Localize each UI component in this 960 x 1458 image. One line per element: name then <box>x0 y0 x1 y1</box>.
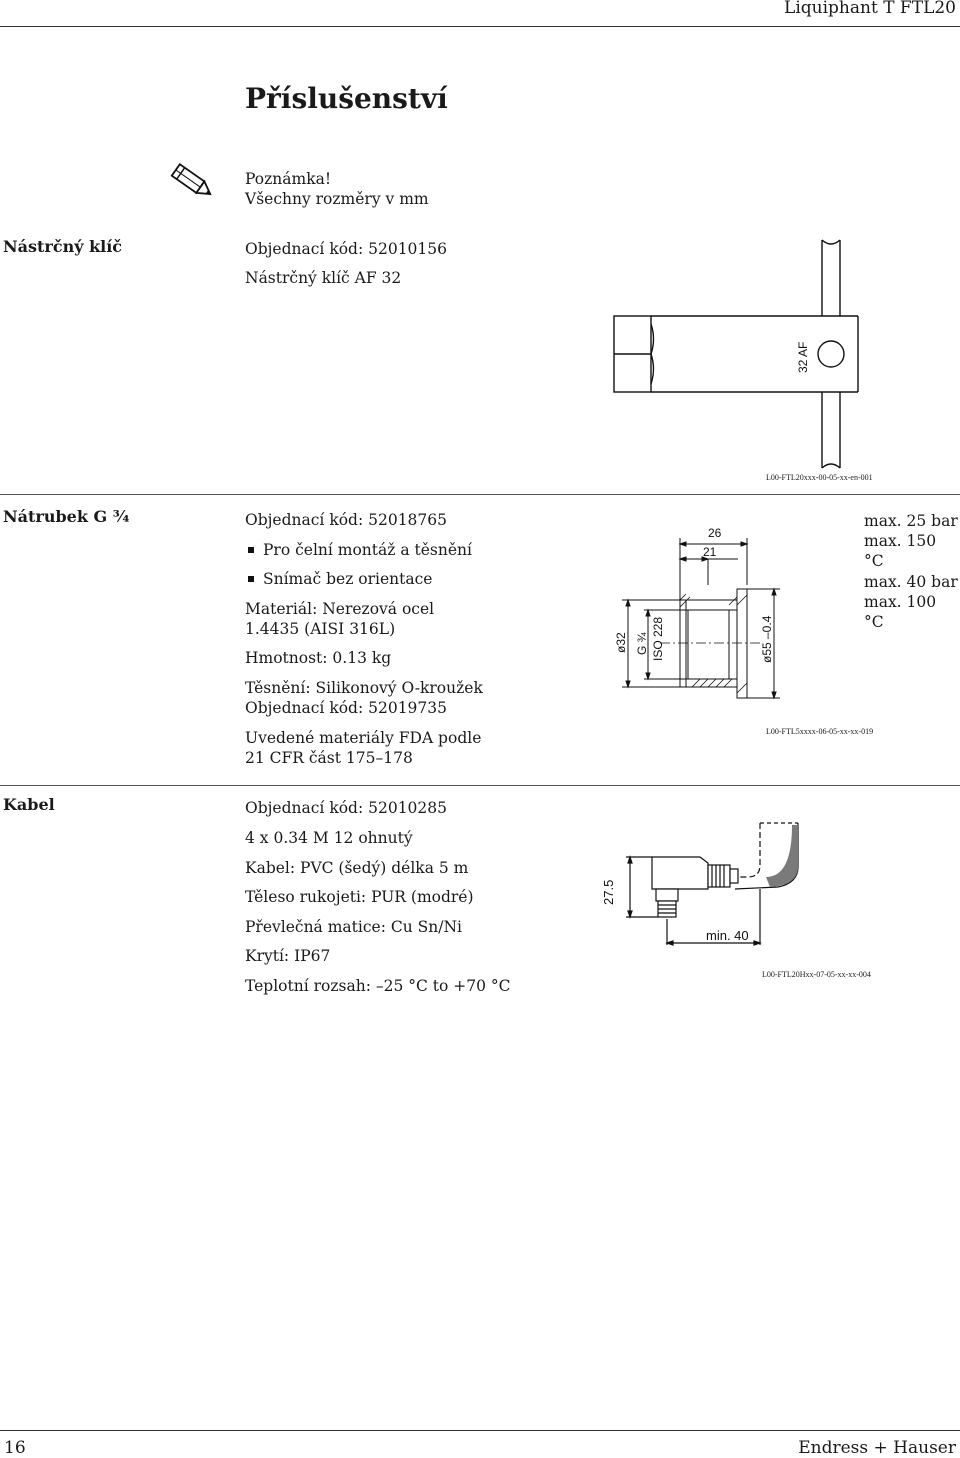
nozzle-order-code: Objednací kód: 52018765 <box>245 511 448 529</box>
page-title: Příslušenství <box>245 82 448 115</box>
nozzle-seal: Těsnění: Silikonový O-kroužek <box>245 679 483 697</box>
nozzle-drawing <box>600 515 860 720</box>
section-label-cable: Kabel <box>3 795 55 814</box>
cable-spec: Převlečná matice: Cu Sn/Ni <box>245 918 462 936</box>
footer-rule <box>0 1430 960 1431</box>
section-label-nozzle: Nátrubek G ¾ <box>3 507 130 526</box>
cable-drawing <box>600 815 860 955</box>
nozzle-fda-ref: 21 CFR část 175–178 <box>245 749 413 767</box>
nozzle-seal-code: Objednací kód: 52019735 <box>245 699 448 717</box>
section-divider <box>0 494 960 495</box>
wrench-name: Nástrčný klíč AF 32 <box>245 269 402 287</box>
nozzle-bullet: Snímač bez orientace <box>245 569 432 589</box>
wrench-order-code: Objednací kód: 52010156 <box>245 240 448 258</box>
cable-order-code: Objednací kód: 52010285 <box>245 799 448 817</box>
dim-21: 21 <box>703 545 717 559</box>
cable-spec: Těleso rukojeti: PUR (modré) <box>245 888 474 906</box>
section-divider <box>0 785 960 786</box>
wrench-figure-id: L00-FTL20xxx-00-05-xx-en-001 <box>766 473 873 482</box>
header-rule <box>0 26 960 27</box>
cable-spec: 4 x 0.34 M 12 ohnutý <box>245 829 413 847</box>
nozzle-fda: Uvedené materiály FDA podle <box>245 729 482 747</box>
nozzle-material-grade: 1.4435 (AISI 316L) <box>245 620 396 638</box>
note-title: Poznámka! <box>245 170 332 188</box>
rating-pressure: max. 25 bar <box>864 512 958 530</box>
dim-g34: G ¾ <box>635 632 649 655</box>
dim-iso: ISO 228 <box>651 616 665 661</box>
dim-d55: ø55 –0.4 <box>760 615 774 663</box>
dim-height: 27.5 <box>601 879 616 905</box>
rating-temperature: max. 150 °C <box>864 532 937 570</box>
wrench-drawing <box>600 236 870 476</box>
rating-temperature: max. 100 °C <box>864 593 937 631</box>
pencil-note-icon <box>168 160 218 204</box>
cable-spec: Krytí: IP67 <box>245 947 331 965</box>
cable-spec: Kabel: PVC (šedý) délka 5 m <box>245 859 469 877</box>
note-text: Všechny rozměry v mm <box>245 190 429 208</box>
cable-spec: Teplotní rozsah: –25 °C to +70 °C <box>245 977 511 995</box>
page-number: 16 <box>4 1438 26 1458</box>
cable-figure-id: L00-FTL20Hxx-07-05-xx-xx-004 <box>762 970 871 979</box>
rating-pressure: max. 40 bar <box>864 573 958 591</box>
section-label-wrench: Nástrčný klíč <box>3 237 123 256</box>
company-name: Endress + Hauser <box>798 1438 956 1458</box>
dim-d32: ø32 <box>614 632 628 653</box>
nozzle-figure-id: L00-FTL5xxxx-06-05-xx-xx-019 <box>766 727 874 736</box>
wrench-af-label: 32 AF <box>796 341 810 373</box>
dim-bend: min. 40 <box>706 928 749 943</box>
dim-26: 26 <box>708 526 722 540</box>
nozzle-bullet: Pro čelní montáž a těsnění <box>245 540 472 560</box>
running-title: Liquiphant T FTL20 <box>784 0 956 18</box>
nozzle-material: Materiál: Nerezová ocel <box>245 600 435 618</box>
nozzle-weight: Hmotnost: 0.13 kg <box>245 649 392 667</box>
